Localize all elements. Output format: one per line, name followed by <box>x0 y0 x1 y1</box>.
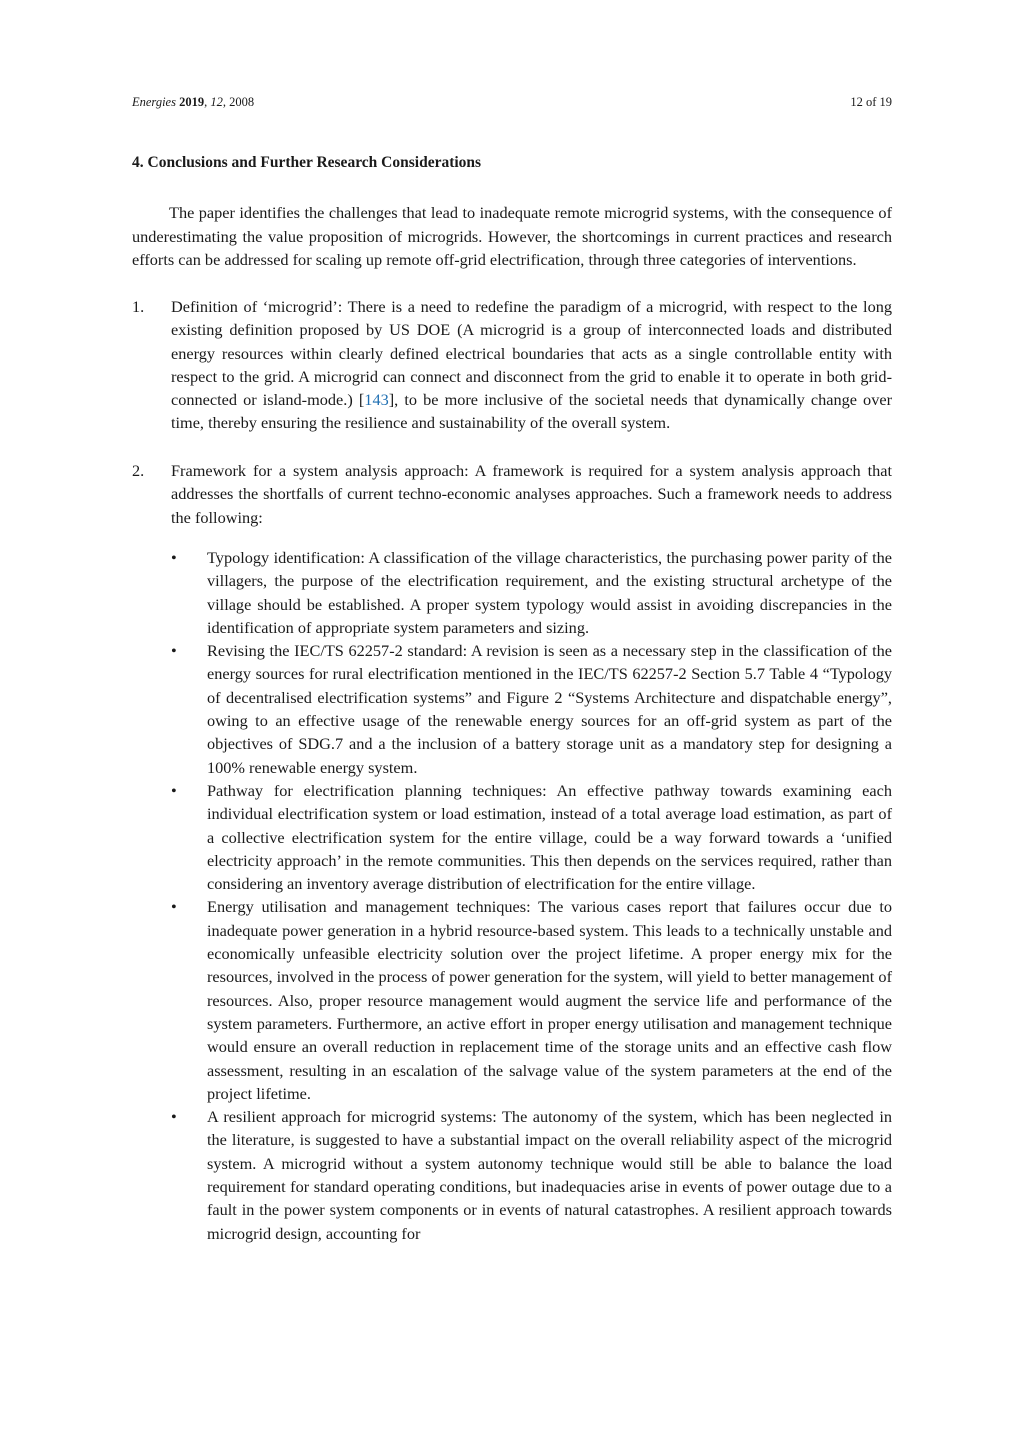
bullet-item <box>171 895 892 1105</box>
bullet-text: Energy utilisation and management techniques: The various cases report that failures occur due to inadequate power generation in a hybrid resource-based system. This leads to a technically unstable and economically unfeasible electricity solution over the project lifetime. A proper energy mix for the resources, involved in the process of power generation for the system, will yield to better management of resources. Also, proper resource management would augment the service life and performance of the system parameters. Furthermore, an active effort in proper energy utilisation and management technique would ensure an overall reduction in replacement time of the storage units and an effective cash flow assessment, resulting in an escalation of the salvage value of the system parameters at the end of the project lifetime. <box>207 897 892 1103</box>
numbered-item-1 <box>132 295 892 435</box>
running-header: Energies 2019, 12, 2008 12 of 19 <box>132 95 892 109</box>
bullet-list <box>171 546 892 1245</box>
bullet-item <box>171 1105 892 1245</box>
article-number: , 2008 <box>222 95 255 109</box>
page-number: 12 of 19 <box>850 95 892 109</box>
bullet-marker: • <box>171 897 177 917</box>
bullet-item <box>171 546 892 639</box>
bullet-text: Typology identification: A classification of the village characteristics, the purchasing power parity of the villagers, the purpose of the electrification requirement, and the existing structural archetype of the village should be established. A proper system typology would assist in avoiding discrepancies in the identification of appropriate system parameters and sizing. <box>207 548 892 637</box>
bullet-marker: • <box>171 780 177 800</box>
bullet-marker: • <box>171 1107 177 1127</box>
item-number: 1. <box>132 297 145 316</box>
numbered-item-2 <box>132 459 892 529</box>
item-number: 2. <box>132 461 145 480</box>
bullet-item <box>171 779 892 895</box>
item-text: Framework for a system analysis approach: A framework is required for a system analysis approach that addresses the shortfalls of current techno-economic analyses approaches. Such a framework needs to address the following: <box>171 461 892 527</box>
citation-link[interactable]: 143 <box>364 390 389 410</box>
section-heading: 4. Conclusions and Further Research Considerations <box>132 154 482 171</box>
journal-name: Energies <box>132 95 176 109</box>
bullet-marker: • <box>171 548 177 567</box>
journal-year: 2019 <box>179 95 205 109</box>
bullet-marker: • <box>171 641 177 661</box>
bullet-text: Pathway for electrification planning techniques: An effective pathway towards examining each individual electrification system or load estimation, instead of a total average load estimation, as part of a collective electrification system for the entire village, could be a way forward towards a ‘unified electricity approach’ in the remote communities. This then depends on the services required, rather than considering an inventory average distribution of electrification for the entire village. <box>207 780 892 894</box>
intro-paragraph: The paper identifies the challenges that lead to inadequate remote microgrid systems, with the consequence of underestimating the value proposition of microgrids. However, the shortcomings in current practices and research efforts can be addressed for scaling up remote off-grid electrification, through three categories of interventions. <box>132 203 892 269</box>
bullet-text: Revising the IEC/TS 62257-2 standard: A revision is seen as a necessary step in the classification of the energy sources for rural electrification mentioned in the IEC/TS 62257-2 Section 5.7 Table 4 “Typology of decentralised electrification systems” and Figure 2 “Systems Architecture and dispatchable energy”, owing to an effective usage of the renewable energy sources for an off-grid system as part of the objectives of SDG.7 and a the inclusion of a battery storage unit as a mandatory step for designing a 100% renewable energy system. <box>207 641 892 777</box>
item-text: Definition of ‘microgrid’: There is a need to redefine the paradigm of a microgrid, with respect to the long existing definition proposed by US DOE (A microgrid is a group of interconnected loads and distributed energy resources within clearly defined electrical boundaries that acts as a single controllable entity with respect to the grid. A microgrid can connect and disconnect from the grid to enable it to operate in both grid-connected or island-mode.) [143], to be more inclusive of the societal needs that dynamically change over time, thereby ensuring the resilience and sustainability of the overall system. <box>171 297 892 433</box>
bullet-text: A resilient approach for microgrid systems: The autonomy of the system, which has been neglected in the literature, is suggested to have a substantial impact on the overall reliability aspect of the microgrid system. A microgrid without a system autonomy technique would still be able to balance the load requirement for standard operating conditions, but inadequacies arise in events of power outage due to a fault in the power system components or in events of natural catastrophes. A resilient approach towards microgrid design, accounting for <box>207 1107 892 1243</box>
journal-volume: 12 <box>210 95 223 109</box>
bullet-item <box>171 639 892 779</box>
